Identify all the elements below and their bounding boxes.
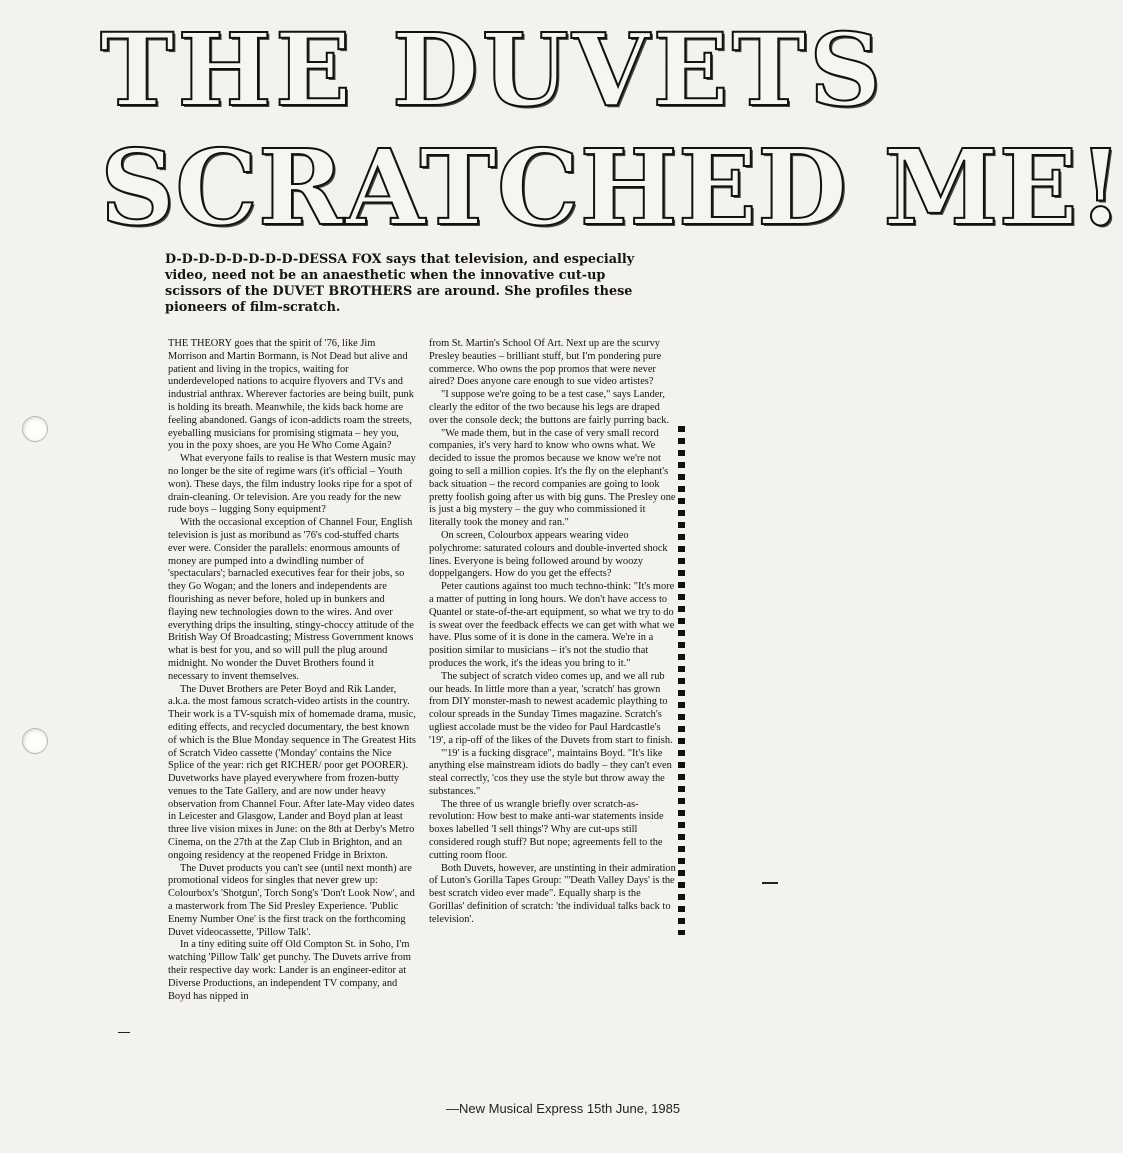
column-end-marks xyxy=(678,426,685,935)
paragraph: "We made them, but in the case of very small record companies, it's very hard to know who owns what. We decided to issue the promos because we know we're not going to sell a million copies. It's the fly on the elephant's back situation – the record companies are going to look pretty foolish going after us with big guns. The Presley one is just a big mystery – the guy who commissioned it literally took the money and ran." xyxy=(429,427,676,529)
paragraph: from St. Martin's School Of Art. Next up are the scurvy Presley beauties – brilliant stuff, but I'm pondering pure commerce. Who owns the pop promos that were never aired? Does anyone care enough to sue video artistes? xyxy=(429,338,662,388)
source-credit: —New Musical Express 15th June, 1985 xyxy=(446,1101,681,1116)
paragraph: The Duvet products you can't see (until next month) are promotional videos for singles that never grew up: Colourbox's 'Shotgun', Torch Song's 'Don't Look Now', and a masterwork from The Sid Presley Experience. 'Public Enemy Number One' is the first track on the forthcoming Duvet videocassette, 'Pillow Talk'. xyxy=(168,862,415,938)
headline-line-2: SCRATCHED ME! xyxy=(100,126,1123,249)
article-column-1 xyxy=(168,338,416,1113)
paragraph: The Duvet Brothers are Peter Boyd and Rik Lander, a.k.a. the most famous scratch-video artists in the country. Their work is a TV-squish mix of homemade drama, music, editing effects, and recycled documentary, the best known of which is the Blue Monday sequence in The Greatest Hits of Scratch Video cassette ('Monday' contains the Nice Splice of the year: rich get RICHER/ poor get POORER). Duvetworks have played everywhere from frozen-butty venues to the Tate Gallery, and are now under heavy observation from Channel Four. After late-May video dates in Leicester and Glasgow, Lander and Boyd plan at least three live vision mixes in June: on the 8th at Derby's Metro Cinema, on the 27th at the Zap Club in Brighton, and an ongoing residency at the reopened Fridge in Brixton. xyxy=(168,683,416,861)
paragraph: Both Duvets, however, are unstinting in their admiration of Luton's Gorilla Tapes Group: "'Death Valley Days' is the best scratch video ever made". Equally sharp is the Gorillas' definition of scratch: 'the individual talks back to television'. xyxy=(429,862,676,925)
headline-line-1: THE DUVETS xyxy=(100,11,885,129)
scan-edge-mark-left xyxy=(118,1032,130,1033)
paragraph: The subject of scratch video comes up, and we all rub our heads. In little more than a year, 'scratch' has grown from DIY monster-mash to newest academic plaything to colour spreads in the Sunday Times magazine. Scratch's ugliest accolade must be the video for Paul Hardcastle's '19', a rip-off of the likes of the Duvets from start to finish. xyxy=(429,670,673,746)
binder-hole-bottom xyxy=(22,728,48,754)
paragraph: What everyone fails to realise is that Western music may no longer be the site of regime wars (it's official – Youth won). These days, the film industry looks ripe for a spot of drain-cleaning. Or television. Are you ready for the new rude boys – lugging Sony equipment? xyxy=(168,453,416,516)
article-column-2 xyxy=(429,338,677,927)
paragraph: "I suppose we're going to be a test case," says Lander, clearly the editor of the two because his legs are draped over the console deck; the buttons are fairly purring back. xyxy=(429,389,670,426)
paragraph: On screen, Colourbox appears wearing video polychrome: saturated colours and double-inverted shock lines. Everyone is being followed around by woozy doppelgangers. How do you get the effects? xyxy=(429,529,668,580)
paragraph: "'19' is a fucking disgrace", maintains Boyd. "It's like anything else mainstream idiots do badly – they can't even steal correctly, 'cos they use the style but throw away the substances." xyxy=(429,747,672,797)
paragraph: THE THEORY goes that the spirit of '76, like Jim Morrison and Martin Bormann, is Not Dead but alive and patient and living in the tropics, waiting for underdeveloped nations to acquire flyovers and TVs and industrial anthrax. Wherever factories are being built, punk is holding its breath. Meanwhile, the kids back home are feeling abandoned. Gangs of icon-addicts roam the streets, eyeballing musicians for promising stigmata – hey you, you in the poxy shoes, are you He Who Come Again? xyxy=(168,338,414,452)
paragraph: The three of us wrangle briefly over scratch-as-revolution: How best to make anti-war statements inside boxes labelled 'I sell things'? Why are cut-ups still considered rough stuff? But nope; agreements fell to the cutting room floor. xyxy=(429,798,664,861)
binder-hole-top xyxy=(22,416,48,442)
scan-edge-mark-right xyxy=(762,882,778,884)
standfirst: D-D-D-D-D-D-D-D-DESSA FOX says that television, and especially video, need not be an anaesthetic when the innovative cut-up scissors of the DUVET BROTHERS are around. She profiles these pioneers of film-scratch. xyxy=(165,252,635,315)
paragraph: With the occasional exception of Channel Four, English television is just as moribund as '76's cod-stuffed charts ever were. Consider the parallels: enormous amounts of money are pumped into a dwindling number of 'spectaculars'; barnacled executives fear for their jobs, so they Go Wogan; and the loners and independents are flourishing as never before, holed up in bunkers and flaying new technologies down to the wires. And over everything drips the insulting, stingy-choccy attitude of the British Way Of Broadcasting; Mistress Government knows what is best for you, and so will pull the plug around midnight. No wonder the Duvet Brothers found it necessary to invent themselves. xyxy=(168,517,414,682)
paragraph: In a tiny editing suite off Old Compton St. in Soho, I'm watching 'Pillow Talk' get punchy. The Duvets arrive from their respective day work: Lander is an engineer-editor at Diverse Productions, an independent TV company, and Boyd has nipped in xyxy=(168,939,411,1002)
paragraph: Peter cautions against too much techno-think: "It's more a matter of putting in long hours. We don't have access to Quantel or state-of-the-art equipment, so what we try to do is sweat over the feedback effects we can get with what we have. Plus some of it is done in the camera. We're in a position similar to musicians – it's not the studio that produces the work, it's the ideas you bring to it." xyxy=(429,581,675,669)
